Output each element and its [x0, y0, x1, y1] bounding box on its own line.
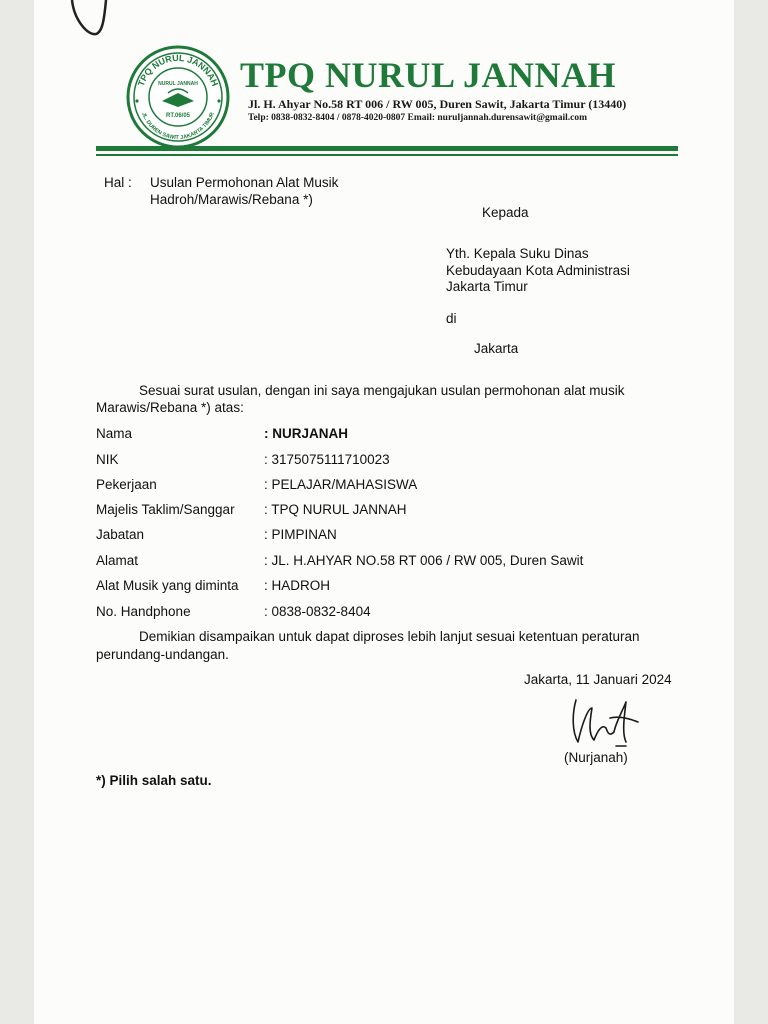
- field-value-nama: : NURJANAH: [264, 426, 348, 441]
- handwritten-signature: [566, 694, 642, 754]
- scan-edge-left: [0, 0, 34, 1024]
- recipient-city: Jakarta: [474, 341, 519, 356]
- footnote: *) Pilih salah satu.: [96, 773, 212, 788]
- field-label-alat-musik: Alat Musik yang diminta: [96, 578, 239, 593]
- field-label-alamat: Alamat: [96, 553, 139, 568]
- recipient-line-3: Jakarta Timur: [446, 279, 528, 294]
- recipient-di: di: [446, 311, 457, 326]
- letterhead-rule-thick: [96, 146, 678, 151]
- field-value-nik: : 3175075111710023: [264, 452, 390, 467]
- closing-line-2: perundang-undangan.: [96, 647, 229, 662]
- subject-label: Hal :: [104, 175, 132, 190]
- organization-name: TPQ NURUL JANNAH: [240, 55, 617, 95]
- place-date: Jakarta, 11 Januari 2024: [524, 672, 672, 687]
- closing-line-1: Demikian disampaikan untuk dapat diproses lebih lanjut sesuai ketentuan peraturan: [139, 629, 640, 644]
- field-label-handphone: No. Handphone: [96, 604, 191, 619]
- field-value-handphone: : 0838-0832-8404: [264, 604, 371, 619]
- intro-line-1: Sesuai surat usulan, dengan ini saya mengajukan usulan permohonan alat musik: [139, 383, 625, 398]
- organization-address: Jl. H. Ahyar No.58 RT 006 / RW 005, Duren Sawit, Jakarta Timur (13440): [248, 97, 627, 111]
- staple-mark-icon: [68, 0, 112, 44]
- seal-rt-text: RT.06/05: [165, 113, 191, 119]
- recipient-line-1: Yth. Kepala Suku Dinas: [446, 246, 589, 261]
- field-value-majelis: : TPQ NURUL JANNAH: [264, 502, 407, 517]
- field-value-alamat: : JL. H.AHYAR NO.58 RT 006 / RW 005, Duren Sawit: [264, 553, 584, 568]
- subject-line-1: Usulan Permohonan Alat Musik: [150, 175, 339, 190]
- letterhead-rule-thin: [96, 154, 678, 156]
- seal-bottom-text: JL. DUREN SAWIT JAKARTA TIMUR: [140, 111, 216, 142]
- scan-edge-right: [734, 0, 768, 1024]
- field-label-nama: Nama: [96, 426, 133, 441]
- signer-name: (Nurjanah): [564, 750, 628, 765]
- field-value-alat-musik: : HADROH: [264, 578, 331, 593]
- organization-seal-logo: [126, 45, 230, 149]
- field-value-jabatan: : PIMPINAN: [264, 527, 337, 542]
- field-label-pekerjaan: Pekerjaan: [96, 477, 157, 492]
- recipient-kepada: Kepada: [482, 205, 529, 220]
- seal-center-text: NURUL JANNAH: [158, 81, 198, 87]
- intro-line-2: Marawis/Rebana *) atas:: [96, 400, 244, 415]
- field-label-majelis: Majelis Taklim/Sanggar: [96, 502, 235, 517]
- field-label-nik: NIK: [96, 452, 119, 467]
- field-value-pekerjaan: : PELAJAR/MAHASISWA: [264, 477, 418, 492]
- subject-line-2: Hadroh/Marawis/Rebana *): [150, 192, 313, 207]
- field-label-jabatan: Jabatan: [96, 527, 145, 542]
- organization-contact: Telp: 0838-0832-8404 / 0878-4020-0807 Email: nuruljannah.durensawit@gmail.com: [248, 113, 587, 123]
- seal-top-text: TPQ NURUL JANNAH: [135, 52, 221, 88]
- recipient-line-2: Kebudayaan Kota Administrasi: [446, 263, 630, 278]
